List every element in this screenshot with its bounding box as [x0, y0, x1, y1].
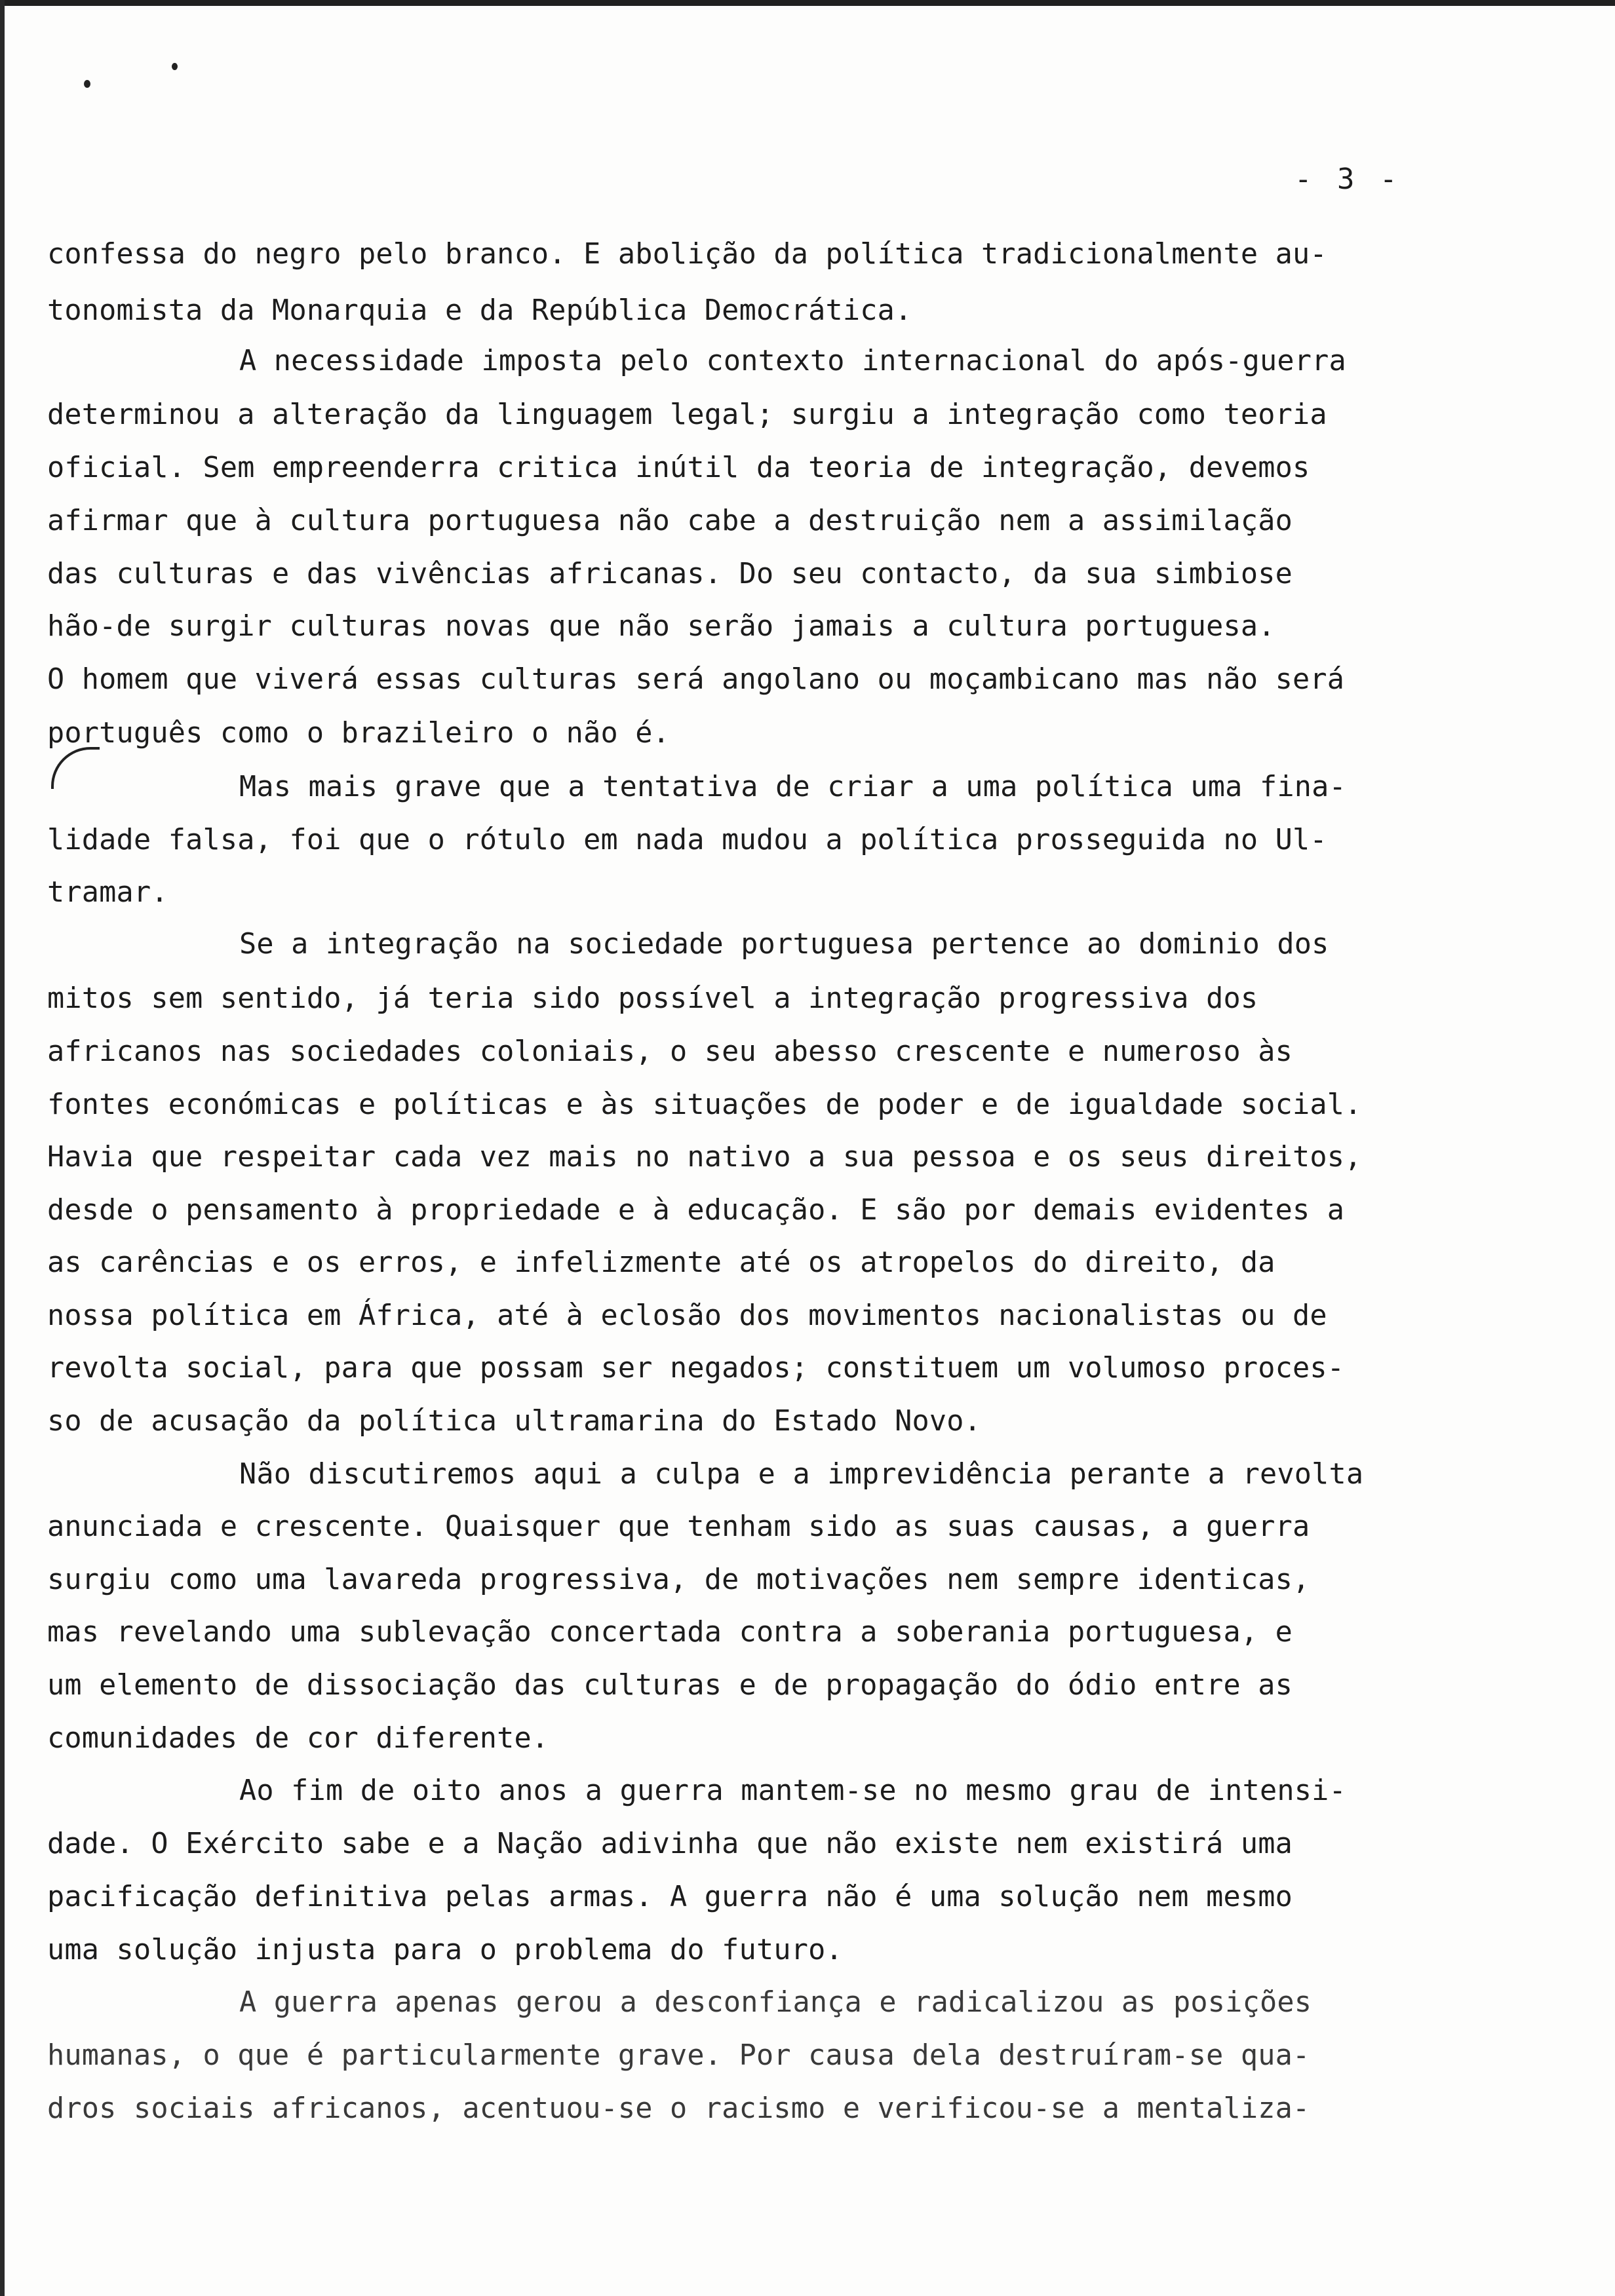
- text-line: as carências e os erros, e infelizmente até os atropelos do direito, da: [47, 1246, 1275, 1279]
- text-line: das culturas e das vivências africanas. Do seu contacto, da sua simbiose: [47, 558, 1293, 590]
- text-line: tonomista da Monarquia e da República Democrática.: [47, 294, 912, 327]
- text-line: anunciada e crescente. Quaisquer que tenham sido as suas causas, a guerra: [47, 1510, 1310, 1543]
- handwritten-bracket-mark: [51, 747, 100, 789]
- paragraph-first-line: A guerra apenas gerou a desconfiança e radicalizou as posições: [239, 1986, 1312, 2019]
- text-line: dros sociais africanos, acentuou-se o racismo e verificou-se a mentaliza-: [47, 2092, 1310, 2125]
- text-line: fontes económicas e políticas e às situações de poder e de igualdade social.: [47, 1088, 1362, 1121]
- text-line: pacificação definitiva pelas armas. A guerra não é uma solução nem mesmo: [47, 1881, 1293, 1913]
- text-line: so de acusação da política ultramarina do Estado Novo.: [47, 1405, 982, 1438]
- text-line: Havia que respeitar cada vez mais no nativo a sua pessoa e os seus direitos,: [47, 1141, 1362, 1174]
- text-line: comunidades de cor diferente.: [47, 1722, 549, 1755]
- paragraph-first-line: Ao fim de oito anos a guerra mantem-se no mesmo grau de intensi-: [239, 1774, 1346, 1807]
- paragraph-first-line: Mas mais grave que a tentativa de criar a uma política uma fina-: [239, 771, 1346, 803]
- scan-top-edge: [0, 0, 1615, 6]
- text-line: nossa política em África, até à eclosão dos movimentos nacionalistas ou de: [47, 1299, 1327, 1332]
- text-line: oficial. Sem empreenderra critica inútil da teoria de integração, devemos: [47, 451, 1310, 484]
- text-line: lidade falsa, foi que o rótulo em nada mudou a política prosseguida no Ul-: [47, 824, 1327, 856]
- text-line: desde o pensamento à propriedade e à educação. E são por demais evidentes a: [47, 1194, 1345, 1227]
- text-line: confessa do negro pelo branco. E abolição da política tradicionalmente au-: [47, 238, 1327, 271]
- text-line: O homem que viverá essas culturas será angolano ou moçambicano mas não será: [47, 663, 1345, 696]
- paragraph-first-line: Se a integração na sociedade portuguesa pertence ao dominio dos: [239, 928, 1329, 961]
- text-line: surgiu como uma lavareda progressiva, de motivações nem sempre identicas,: [47, 1563, 1310, 1596]
- text-line: um elemento de dissociação das culturas e de propagação do ódio entre as: [47, 1669, 1293, 1702]
- text-line: hão-de surgir culturas novas que não serão jamais a cultura portuguesa.: [47, 610, 1275, 643]
- text-line: tramar.: [47, 876, 168, 909]
- paragraph-first-line: Não discutiremos aqui a culpa e a imprevidência perante a revolta: [239, 1458, 1364, 1491]
- scan-speck: [84, 80, 90, 88]
- text-line: afirmar que à cultura portuguesa não cabe a destruição nem a assimilação: [47, 505, 1293, 537]
- text-line: dade. O Exército sabe e a Nação adivinha que não existe nem existirá uma: [47, 1827, 1293, 1860]
- text-line: português como o brazileiro o não é.: [47, 717, 671, 750]
- paragraph-first-line: A necessidade imposta pelo contexto internacional do após-guerra: [239, 345, 1346, 377]
- text-line: determinou a alteração da linguagem legal; surgiu a integração como teoria: [47, 398, 1327, 431]
- text-line: africanos nas sociedades coloniais, o seu abesso crescente e numeroso às: [47, 1035, 1293, 1068]
- page-number: - 3 -: [1294, 163, 1401, 196]
- scan-left-edge: [0, 0, 5, 2296]
- text-line: mitos sem sentido, já teria sido possível a integração progressiva dos: [47, 982, 1258, 1015]
- text-line: uma solução injusta para o problema do futuro.: [47, 1934, 843, 1966]
- scan-speck: [172, 63, 178, 70]
- text-line: humanas, o que é particularmente grave. Por causa dela destruíram-se qua-: [47, 2039, 1310, 2072]
- text-line: revolta social, para que possam ser negados; constituem um volumoso proces-: [47, 1352, 1345, 1385]
- text-line: mas revelando uma sublevação concertada contra a soberania portuguesa, e: [47, 1616, 1293, 1649]
